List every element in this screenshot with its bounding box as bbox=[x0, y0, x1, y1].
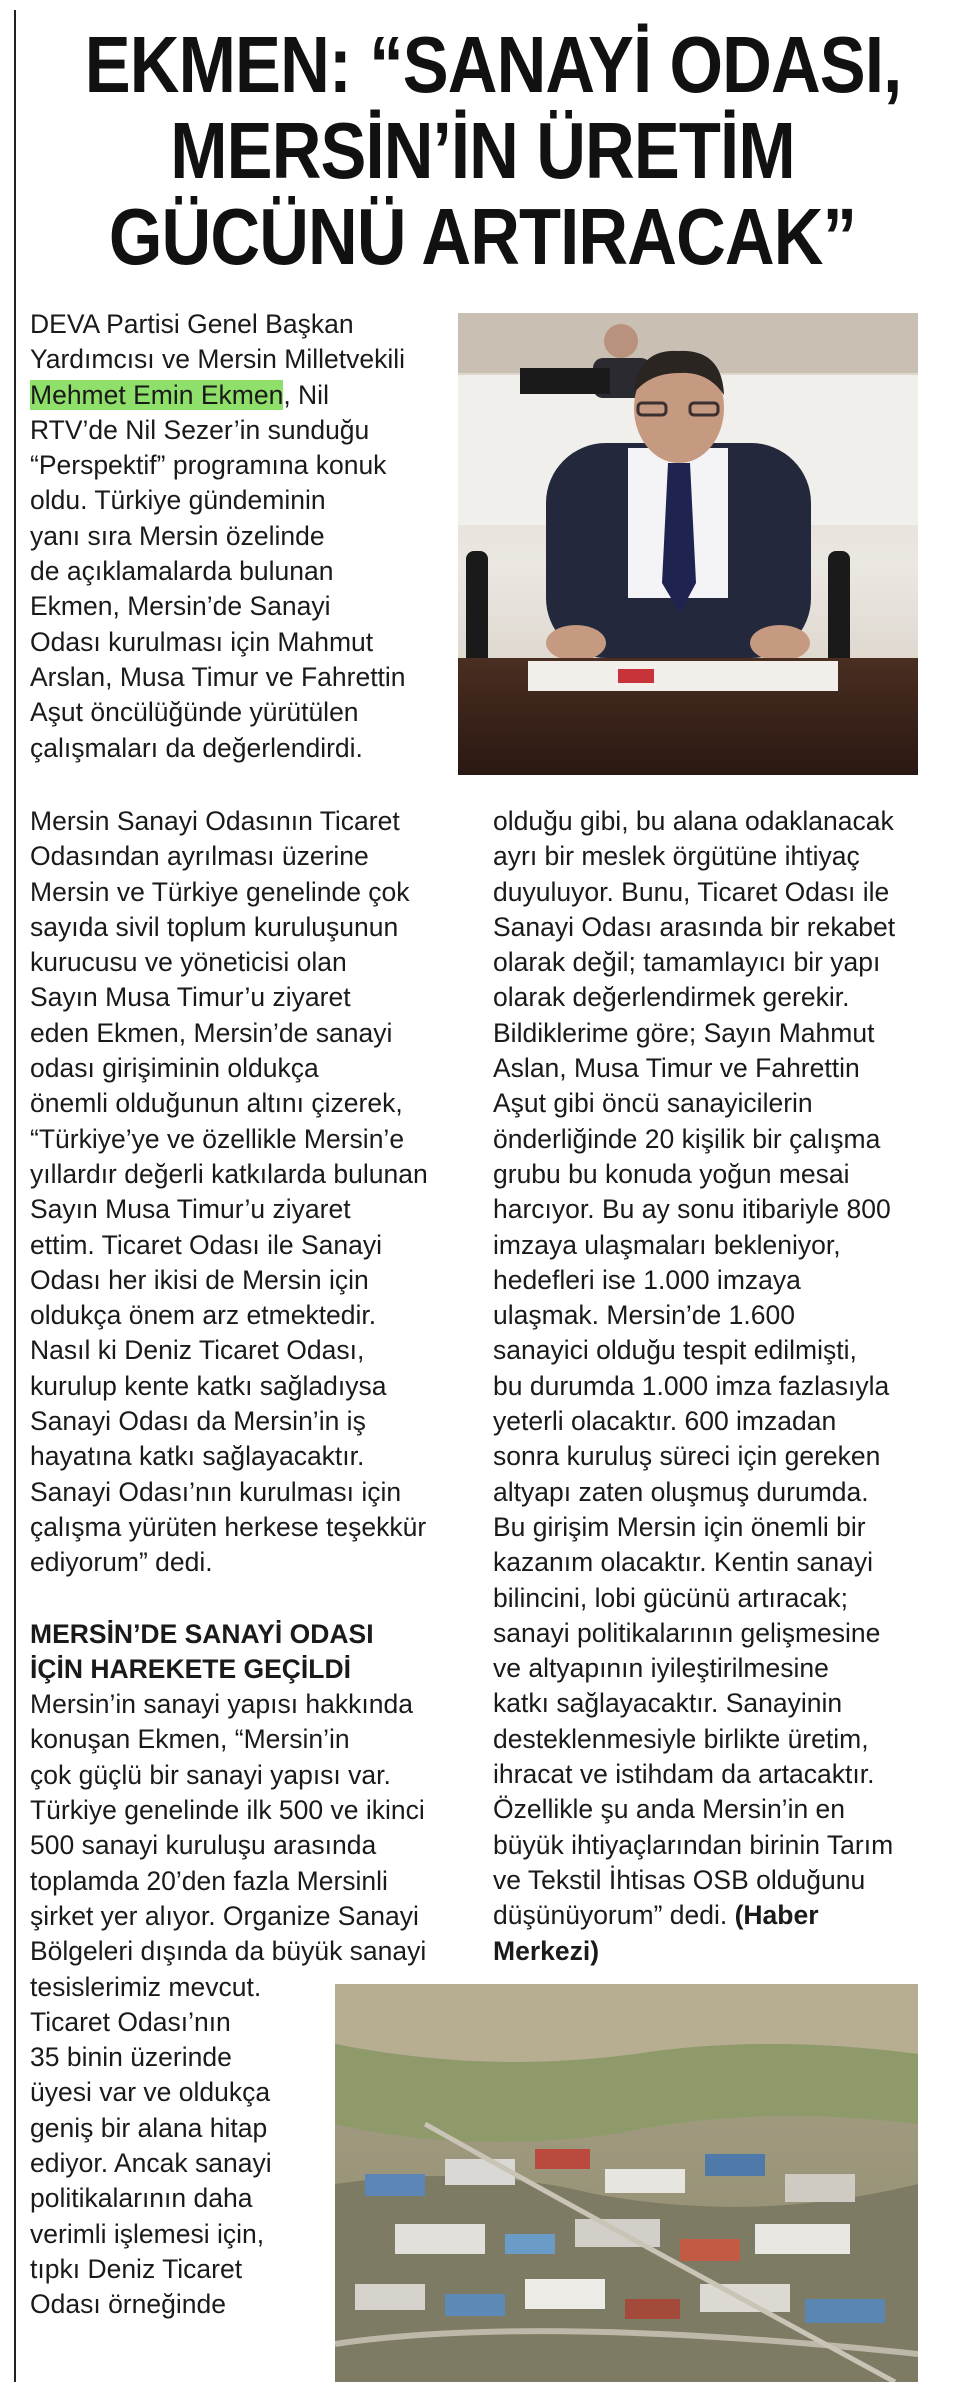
byline-line bbox=[493, 1934, 933, 1969]
text-line: ayrı bir meslek örgütüne ihtiyaç bbox=[493, 841, 860, 872]
text-line: bilincini, lobi gücünü artıracak; bbox=[493, 1582, 848, 1613]
subheading-line: MERSİN’DE SANAYİ ODASI bbox=[30, 1618, 374, 1649]
text-line: harcıyor. Bu ay sonu itibariyle 800 bbox=[493, 1194, 891, 1225]
text-line: büyük ihtiyaçlarından birinin Tarım bbox=[493, 1829, 894, 1860]
text-line: ediyor. Ancak sanayi bbox=[30, 2147, 272, 2178]
text-line: Sayın Musa Timur’u ziyaret bbox=[30, 982, 351, 1013]
text-line: Mersin ve Türkiye genelinde çok bbox=[30, 876, 410, 907]
intro-line: Ekmen, Mersin’de Sanayi bbox=[30, 591, 331, 622]
text-line: Nasıl ki Deniz Ticaret Odası, bbox=[30, 1335, 365, 1366]
text-line: Odasından ayrılması üzerine bbox=[30, 841, 369, 872]
text-line: eden Ekmen, Mersin’de sanayi bbox=[30, 1017, 393, 1048]
text-line: oldukça önem arz etmektedir. bbox=[30, 1300, 377, 1331]
text-line: hedefleri ise 1.000 imzaya bbox=[493, 1264, 801, 1295]
text-line: çalışma yürüten herkese teşekkür bbox=[30, 1511, 427, 1542]
text-line: duyuluyor. Bunu, Ticaret Odası ile bbox=[493, 876, 890, 907]
text-line: Mersin’in sanayi yapısı hakkında bbox=[30, 1689, 413, 1720]
subheading bbox=[30, 1617, 470, 1688]
text-line: Aslan, Musa Timur ve Fahrettin bbox=[493, 1053, 860, 1084]
text-line: “Türkiye’ye ve özellikle Mersin’e bbox=[30, 1123, 405, 1154]
text-final: düşünüyorum” dedi. bbox=[493, 1900, 735, 1931]
text-line: Bildiklerime göre; Sayın Mahmut bbox=[493, 1017, 875, 1048]
byline: (Haber bbox=[734, 1900, 819, 1931]
intro-line: çalışmaları da değerlendirdi. bbox=[30, 732, 363, 763]
text-line: ulaşmak. Mersin’de 1.600 bbox=[493, 1300, 795, 1331]
intro-paragraph bbox=[30, 307, 450, 766]
headline bbox=[84, 20, 902, 281]
intro-line: RTV’de Nil Sezer’in sunduğu bbox=[30, 414, 370, 445]
right-column bbox=[493, 804, 933, 1969]
text-line: Bölgeleri dışında da büyük sanayi bbox=[30, 1936, 427, 1967]
text-line: olarak değerlendirmek gerekir. bbox=[493, 982, 850, 1013]
text-line: politikalarının daha bbox=[30, 2183, 253, 2214]
intro-line: de açıklamalarda bulunan bbox=[30, 556, 334, 587]
text-line: tıpkı Deniz Ticaret bbox=[30, 2253, 243, 2284]
headline-line-2: MERSİN’İN ÜRETİM bbox=[170, 106, 795, 195]
intro-line: oldu. Türkiye gündeminin bbox=[30, 485, 326, 516]
text-line: Bu girişim Mersin için önemli bir bbox=[493, 1511, 866, 1542]
highlighted-name: Mehmet Emin Ekmen bbox=[30, 379, 284, 410]
column-rule bbox=[14, 10, 16, 2382]
text-line: tesislerimiz mevcut. bbox=[30, 1971, 262, 2002]
subheading-line: İÇİN HAREKETE GEÇİLDİ bbox=[30, 1653, 351, 1684]
text-line: ihracat ve istihdam da artacaktır. bbox=[493, 1759, 875, 1790]
text-line: imzaya ulaşmaları bekleniyor, bbox=[493, 1229, 841, 1260]
text-line: sanayi politikalarının gelişmesine bbox=[493, 1617, 881, 1648]
paragraph-industry-structure bbox=[30, 1687, 470, 2005]
text-line: Odası her ikisi de Mersin için bbox=[30, 1264, 369, 1295]
text-line: 500 sanayi kuruluşu arasında bbox=[30, 1830, 377, 1861]
text-line: Mersin Sanayi Odasının Ticaret bbox=[30, 806, 400, 836]
text-line: Sanayi Odası’nın kurulması için bbox=[30, 1476, 402, 1507]
paragraph-continuation bbox=[493, 804, 933, 1969]
text-line: olduğu gibi, bu alana odaklanacak bbox=[493, 806, 894, 836]
intro-line: Arslan, Musa Timur ve Fahrettin bbox=[30, 661, 406, 692]
text-line: Sanayi Odası arasında bir rekabet bbox=[493, 911, 896, 942]
industrial-zone-aerial-photo bbox=[335, 1984, 918, 2382]
text-line: şirket yer alıyor. Organize Sanayi bbox=[30, 1900, 419, 1931]
intro-line: Aşut öncülüğünde yürütülen bbox=[30, 697, 359, 728]
text-line: altyapı zaten oluşmuş durumda. bbox=[493, 1476, 869, 1507]
intro-line-1: DEVA Partisi Genel Başkan bbox=[30, 309, 354, 339]
text-line: ediyorum” dedi. bbox=[30, 1547, 213, 1578]
intro-line: Odası kurulması için Mahmut bbox=[30, 626, 374, 657]
intro-line: yanı sıra Mersin özelinde bbox=[30, 520, 325, 551]
intro-line-3-rest: , Nil bbox=[283, 379, 329, 410]
text-line: toplamda 20’den fazla Mersinli bbox=[30, 1865, 388, 1896]
text-line: ve Tekstil İhtisas OSB olduğunu bbox=[493, 1864, 866, 1895]
text-line: geniş bir alana hitap bbox=[30, 2112, 268, 2143]
text-line: Sayın Musa Timur’u ziyaret bbox=[30, 1194, 351, 1225]
text-line: çok güçlü bir sanayi yapısı var. bbox=[30, 1759, 391, 1790]
text-line: ettim. Ticaret Odası ile Sanayi bbox=[30, 1229, 383, 1260]
text-line: bu durumda 1.000 imza fazlasıyla bbox=[493, 1370, 890, 1401]
text-line: hayatına katkı sağlayacaktır. bbox=[30, 1441, 365, 1472]
text-line: yeterli olacaktır. 600 imzadan bbox=[493, 1406, 837, 1437]
text-line: Ticaret Odası’nın bbox=[30, 2006, 231, 2037]
text-line: Özellikle şu anda Mersin’in en bbox=[493, 1794, 846, 1825]
intro-line-3 bbox=[30, 378, 450, 413]
text-line: ve altyapının iyileştirilmesine bbox=[493, 1653, 829, 1684]
text-line: desteklenmesiyle birlikte üretim, bbox=[493, 1723, 869, 1754]
headline-line-3: GÜCÜNÜ ARTIRACAK” bbox=[108, 192, 857, 281]
speaker-at-podium-photo bbox=[458, 313, 918, 775]
text-line-final bbox=[493, 1898, 933, 1933]
text-line: Aşut gibi öncü sanayicilerin bbox=[493, 1088, 813, 1119]
text-line: verimli işlemesi için, bbox=[30, 2218, 265, 2249]
text-line: 35 binin üzerinde bbox=[30, 2042, 232, 2073]
intro-line: “Perspektif” programına konuk bbox=[30, 450, 387, 481]
text-line: katkı sağlayacaktır. Sanayinin bbox=[493, 1688, 843, 1719]
headline-line-1: EKMEN: “SANAYİ ODASI, bbox=[84, 20, 902, 109]
text-line: yıllardır değerli katkılarda bulunan bbox=[30, 1158, 428, 1189]
text-line: önderliğinde 20 kişilik bir çalışma bbox=[493, 1123, 881, 1154]
text-line: olarak değil; tamamlayıcı bir yapı bbox=[493, 947, 881, 978]
text-line: Odası örneğinde bbox=[30, 2289, 226, 2320]
text-line: Türkiye genelinde ilk 500 ve ikinci bbox=[30, 1795, 425, 1826]
text-line: grubu bu konuda yoğun mesai bbox=[493, 1158, 850, 1189]
text-line: kurulup kente katkı sağladıysa bbox=[30, 1370, 387, 1401]
text-line: kurucusu ve yöneticisi olan bbox=[30, 947, 347, 978]
paragraph-timur-visit bbox=[30, 804, 470, 1581]
text-line: konuşan Ekmen, “Mersin’in bbox=[30, 1724, 350, 1755]
byline-end: Merkezi) bbox=[493, 1935, 600, 1966]
text-line: Sanayi Odası da Mersin’in iş bbox=[30, 1406, 366, 1437]
text-line: önemli olduğunun altını çizerek, bbox=[30, 1088, 403, 1119]
text-line: sayıda sivil toplum kuruluşunun bbox=[30, 911, 399, 942]
text-line: üyesi var ve oldukça bbox=[30, 2077, 271, 2108]
text-line: kazanım olacaktır. Kentin sanayi bbox=[493, 1547, 874, 1578]
text-line: odası girişiminin oldukça bbox=[30, 1053, 319, 1084]
intro-line-2: Yardımcısı ve Mersin Milletvekili bbox=[30, 344, 405, 375]
text-line: sonra kuruluş süreci için gereken bbox=[493, 1441, 881, 1472]
text-line: sanayici olduğu tespit edilmişti, bbox=[493, 1335, 857, 1366]
